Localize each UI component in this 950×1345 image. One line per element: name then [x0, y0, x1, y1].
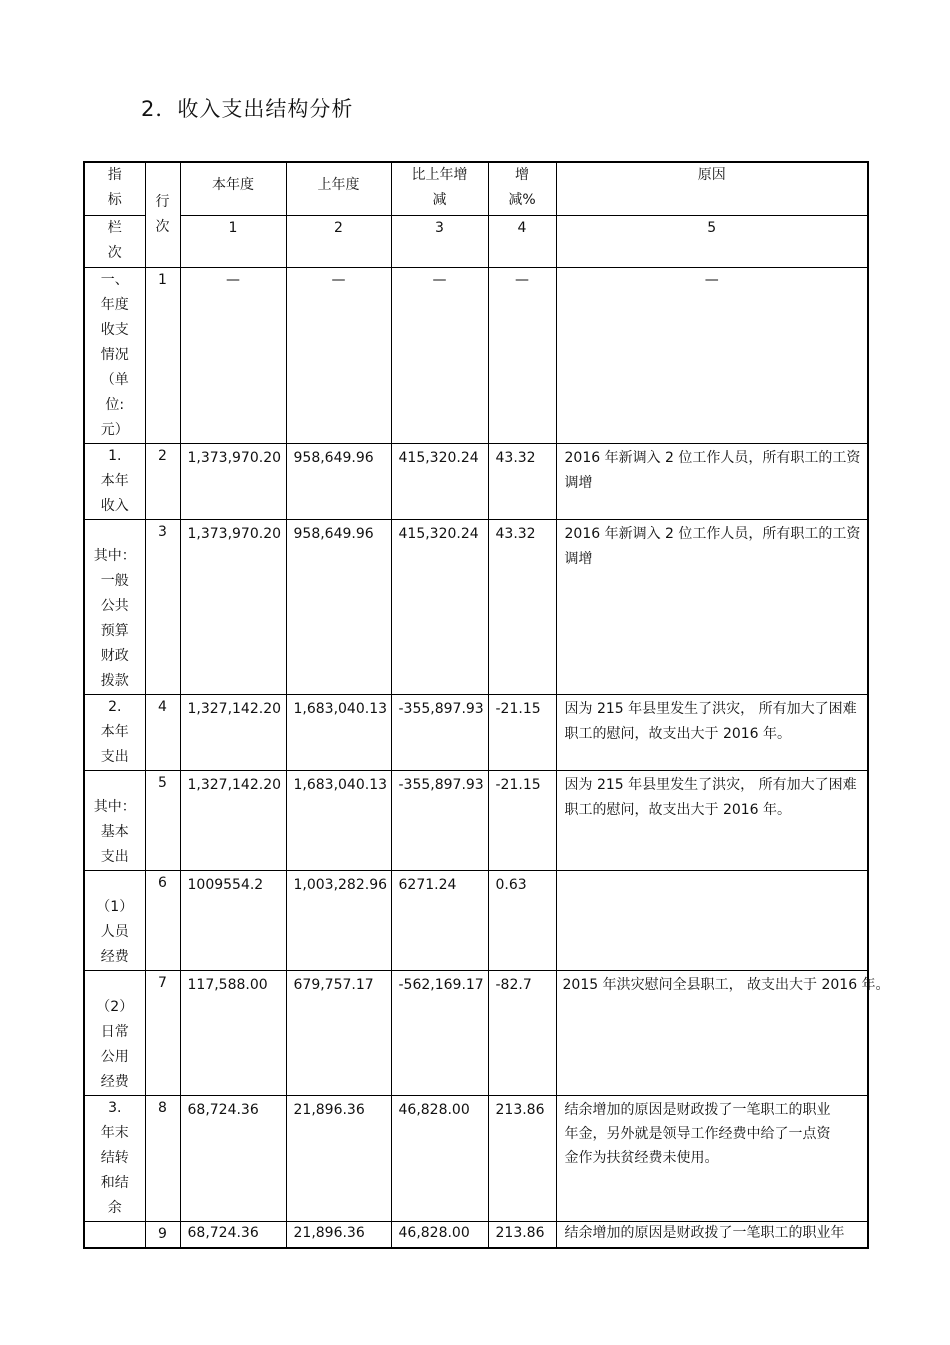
- cell-reason: —: [556, 267, 868, 443]
- table-row: [84, 1095, 868, 1221]
- cell-last-year: 679,757.17: [286, 970, 391, 1095]
- cell-change: -562,169.17: [391, 970, 488, 1095]
- cell-this-year: 68,724.36: [180, 1095, 286, 1221]
- cell-this-year: 1009554.2: [180, 870, 286, 970]
- cell-last-year: 1,683,040.13: [286, 770, 391, 870]
- cell-last-year: 958,649.96: [286, 519, 391, 694]
- cell-last-year: 1,003,282.96: [286, 870, 391, 970]
- col-num-2: 2: [286, 215, 391, 267]
- cell-change: -355,897.93: [391, 694, 488, 770]
- cell-change: 6271.24: [391, 870, 488, 970]
- row-label: 1. 本年 收入: [84, 443, 145, 519]
- cell-reason: 因为 215 年县里发生了洪灾， 所有加大了困难职工的慰问，故支出大于 2016 年。: [556, 770, 868, 870]
- table-row: [84, 1221, 868, 1248]
- row-line-no: 7: [145, 970, 180, 1095]
- cell-this-year: 1,373,970.20: [180, 443, 286, 519]
- table-row: [84, 267, 868, 443]
- cell-change-pct: 43.32: [488, 443, 556, 519]
- table-row: [84, 519, 868, 694]
- row-label: 3. 年末 结转 和结 余: [84, 1095, 145, 1221]
- cell-change: 415,320.24: [391, 519, 488, 694]
- row-label: 2. 本年 支出: [84, 694, 145, 770]
- section-title: 2．收入支出结构分析: [141, 97, 354, 121]
- cell-change: 46,828.00: [391, 1095, 488, 1221]
- header-indicator-sub: 栏 次: [84, 215, 145, 267]
- column-number-row: [84, 215, 868, 267]
- row-line-no: 6: [145, 870, 180, 970]
- cell-last-year: 21,896.36: [286, 1221, 391, 1248]
- row-line-no: 1: [145, 267, 180, 443]
- cell-change-pct: 213.86: [488, 1095, 556, 1221]
- cell-change: 415,320.24: [391, 443, 488, 519]
- row-label: 一、 年度 收支 情况 （单 位: 元）: [84, 267, 145, 443]
- cell-reason: 2016 年新调入 2 位工作人员，所有职工的工资调增: [556, 519, 868, 694]
- cell-change-pct: -21.15: [488, 770, 556, 870]
- cell-this-year: 117,588.00: [180, 970, 286, 1095]
- cell-change: 46,828.00: [391, 1221, 488, 1248]
- header-reason: 原因: [556, 162, 868, 215]
- col-num-5: 5: [556, 215, 868, 267]
- row-label: （1） 人员 经费: [84, 870, 145, 970]
- cell-reason: 2015 年洪灾慰问全县职工， 故支出大于 2016 年。: [556, 970, 868, 1095]
- row-label: 其中： 基本 支出: [84, 770, 145, 870]
- cell-change: —: [391, 267, 488, 443]
- table-row: [84, 443, 868, 519]
- row-line-no: 3: [145, 519, 180, 694]
- cell-this-year: 1,327,142.20: [180, 770, 286, 870]
- header-change: 比上年增 减: [391, 162, 488, 215]
- col-num-3: 3: [391, 215, 488, 267]
- cell-last-year: 21,896.36: [286, 1095, 391, 1221]
- cell-this-year: 1,373,970.20: [180, 519, 286, 694]
- cell-change: -355,897.93: [391, 770, 488, 870]
- cell-change-pct: -82.7: [488, 970, 556, 1095]
- col-num-1: 1: [180, 215, 286, 267]
- income-expenditure-table: [83, 161, 890, 1249]
- row-line-no: 2: [145, 443, 180, 519]
- cell-change-pct: 0.63: [488, 870, 556, 970]
- table-row: [84, 694, 868, 770]
- cell-this-year: 1,327,142.20: [180, 694, 286, 770]
- table-row: [84, 770, 868, 870]
- cell-reason: 结余增加的原因是财政拨了一笔职工的职业年金，另外就是领导工作经费中给了一点资金作为扶贫经费未使用。: [556, 1095, 868, 1221]
- header-row: [84, 162, 868, 215]
- row-line-no: 9: [145, 1221, 180, 1248]
- cell-reason: [556, 870, 868, 970]
- cell-this-year: —: [180, 267, 286, 443]
- cell-this-year: 68,724.36: [180, 1221, 286, 1248]
- cell-reason: 2016 年新调入 2 位工作人员，所有职工的工资调增: [556, 443, 868, 519]
- cell-last-year: —: [286, 267, 391, 443]
- col-num-4: 4: [488, 215, 556, 267]
- row-label: [84, 1221, 145, 1248]
- header-line-no: 行 次: [145, 162, 180, 267]
- table-row: [84, 870, 868, 970]
- row-line-no: 8: [145, 1095, 180, 1221]
- cell-change-pct: 43.32: [488, 519, 556, 694]
- cell-last-year: 1,683,040.13: [286, 694, 391, 770]
- cell-last-year: 958,649.96: [286, 443, 391, 519]
- table-row: [84, 970, 868, 1095]
- header-last-year: 上年度: [286, 162, 391, 215]
- cell-change-pct: 213.86: [488, 1221, 556, 1248]
- cell-change-pct: -21.15: [488, 694, 556, 770]
- header-this-year: 本年度: [180, 162, 286, 215]
- cell-reason: 因为 215 年县里发生了洪灾， 所有加大了困难职工的慰问，故支出大于 2016 年。: [556, 694, 868, 770]
- row-label: 其中： 一般 公共 预算 财政 拨款: [84, 519, 145, 694]
- row-line-no: 4: [145, 694, 180, 770]
- header-indicator: 指 标: [84, 162, 145, 215]
- cell-change-pct: —: [488, 267, 556, 443]
- row-label: （2） 日常 公用 经费: [84, 970, 145, 1095]
- header-change-pct: 增 减%: [488, 162, 556, 215]
- cell-reason: 结余增加的原因是财政拨了一笔职工的职业年: [556, 1221, 868, 1248]
- row-line-no: 5: [145, 770, 180, 870]
